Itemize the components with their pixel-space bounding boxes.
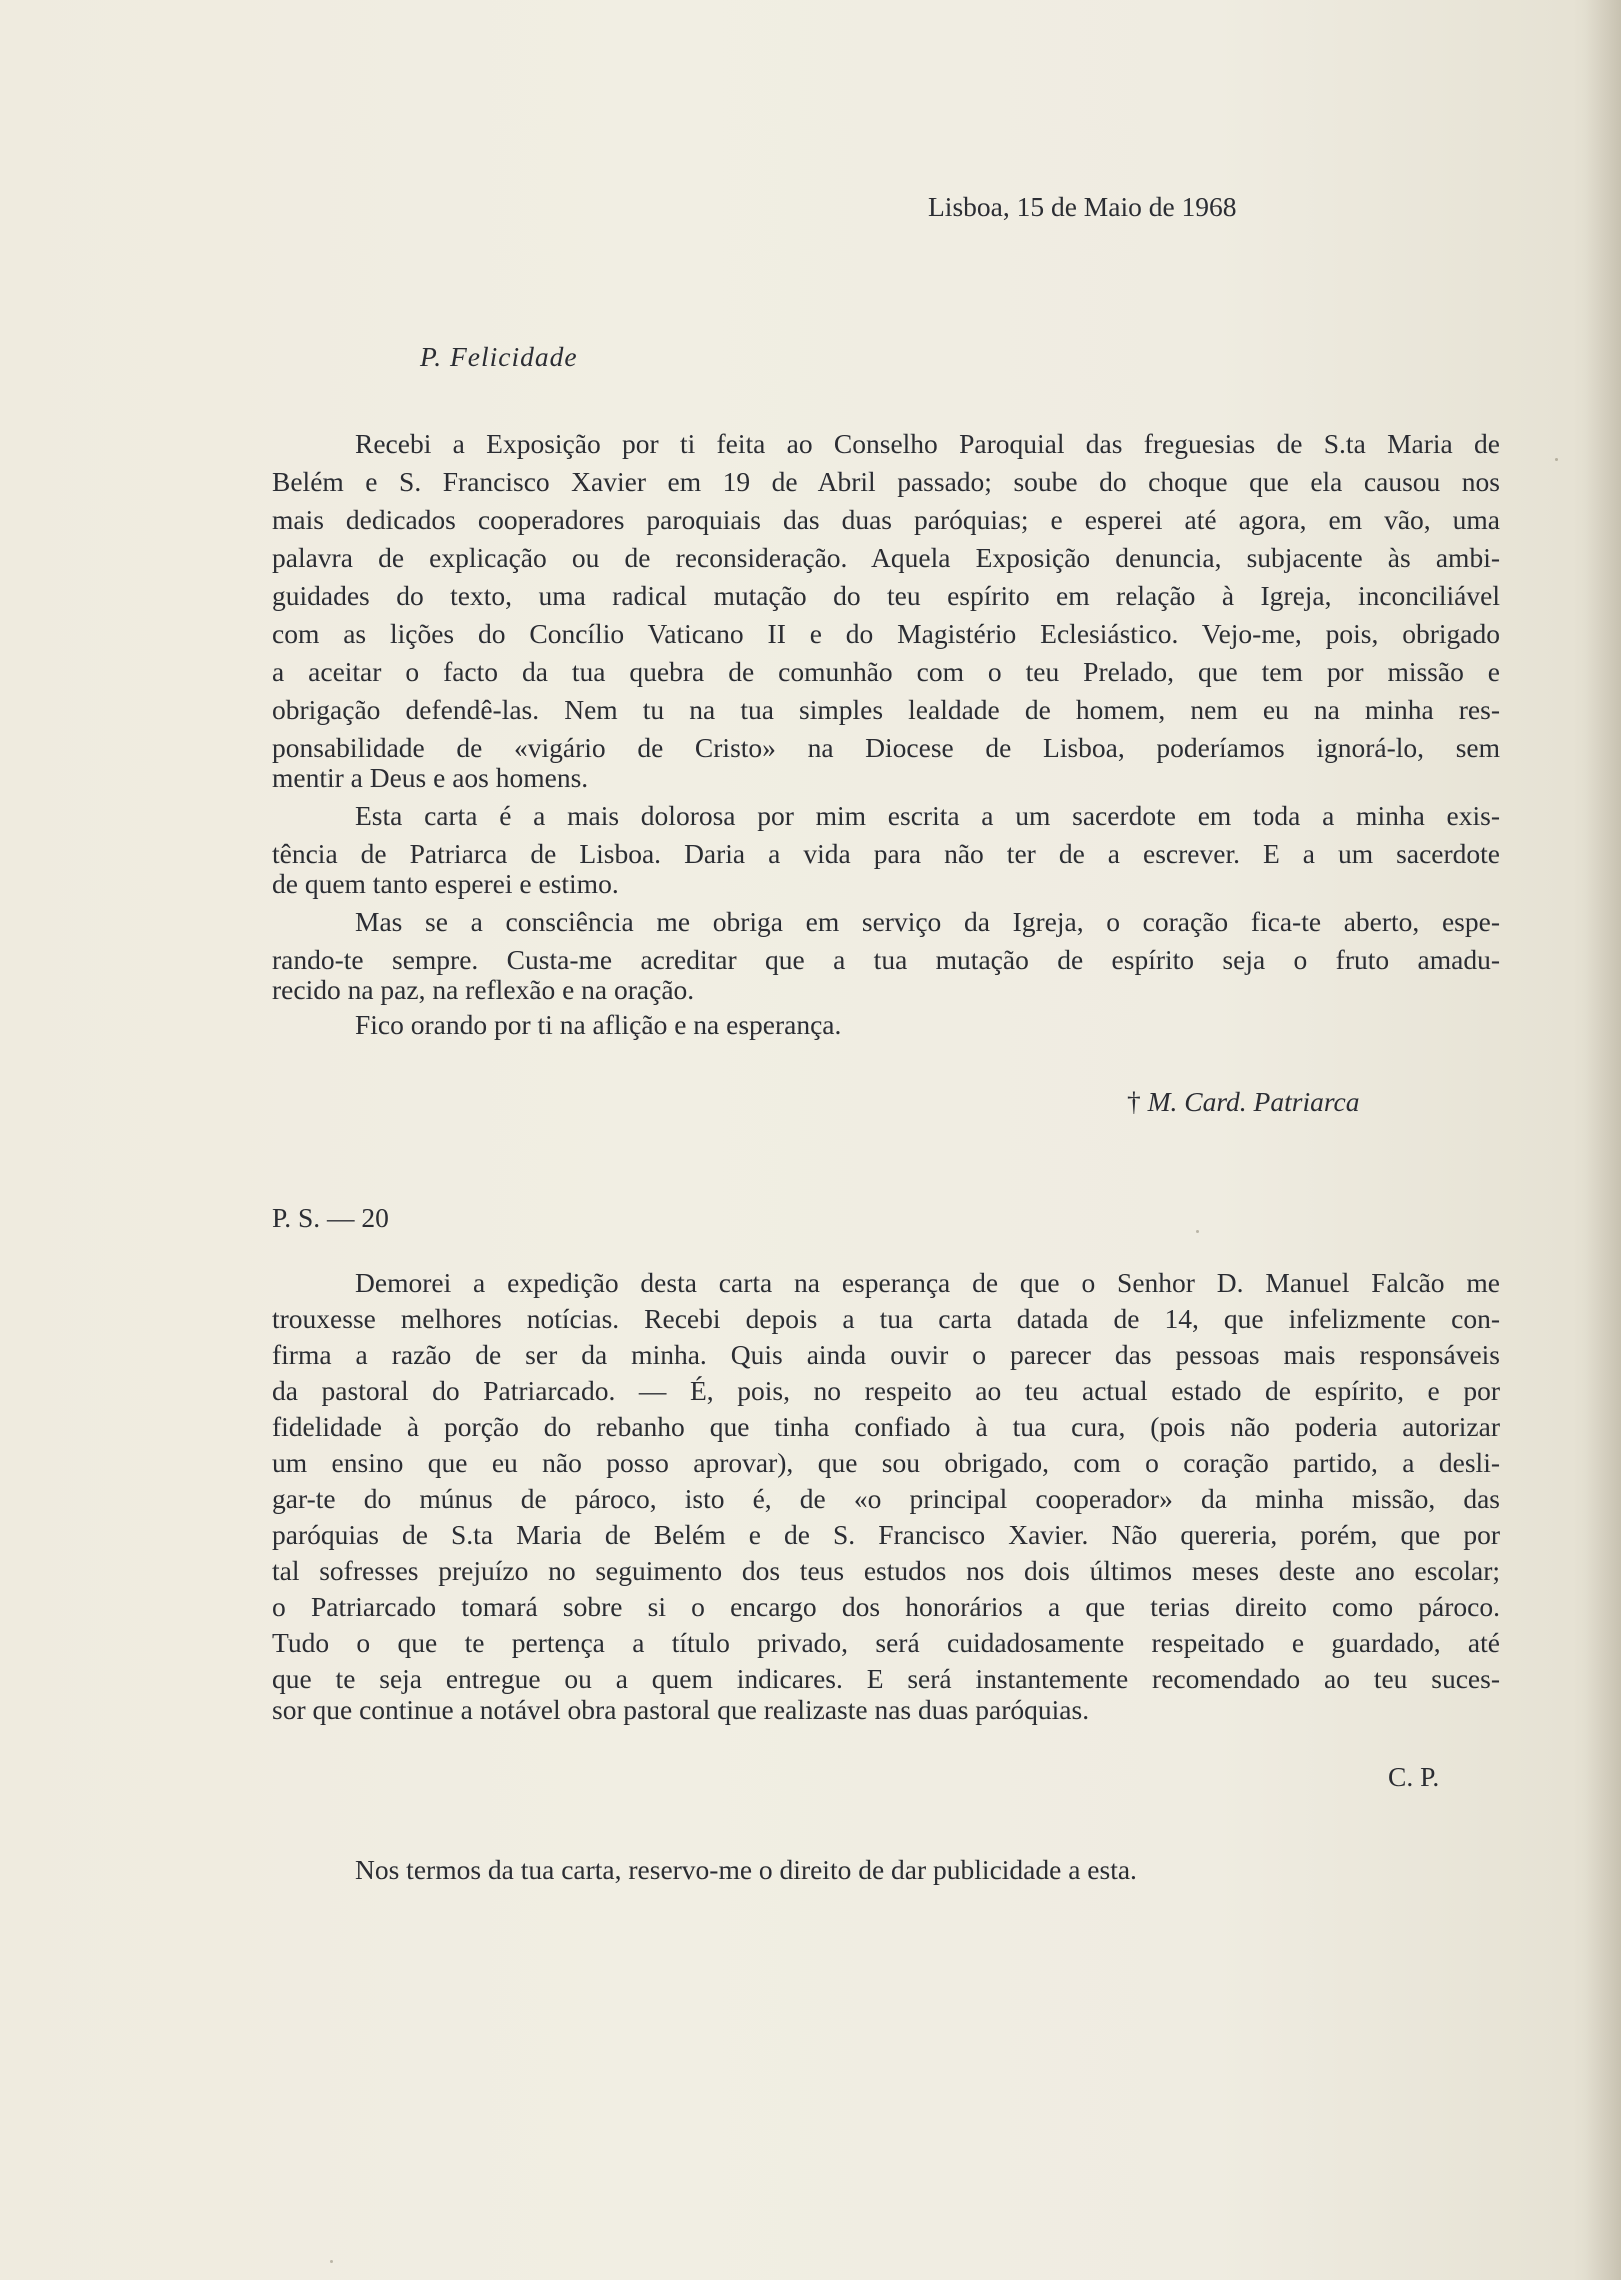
body-line: a aceitar o facto da tua quebra de comunhão com o teu Prelado, que tem por missão e [272, 656, 1500, 687]
paper-edge-shadow [1585, 0, 1621, 2280]
ps-initials: C. P. [1388, 1761, 1440, 1792]
body-line: ponsabilidade de «vigário de Cristo» na Diocese de Lisboa, poderíamos ignorá-lo, sem [272, 732, 1500, 763]
body-line: mais dedicados cooperadores paroquiais das duas paróquias; e esperei até agora, em vão, uma [272, 504, 1500, 535]
ps-line: trouxesse melhores notícias. Recebi depois a tua carta datada de 14, que infelizmente con- [272, 1303, 1500, 1334]
signature [1127, 1085, 1359, 1119]
ps-line: fidelidade à porção do rebanho que tinha confiado à tua cura, (pois não poderia autorizar [272, 1411, 1500, 1442]
body-line: palavra de explicação ou de reconsideração. Aquela Exposição denuncia, subjacente às ambi- [272, 542, 1500, 573]
body-line: mentir a Deus e aos homens. [272, 762, 589, 793]
body-line: Esta carta é a mais dolorosa por mim escrita a um sacerdote em toda a minha exis- [355, 800, 1500, 831]
ps-heading: P. S. — 20 [272, 1202, 389, 1233]
body-line: rando-te sempre. Custa-me acreditar que a tua mutação de espírito seja o fruto amadu- [272, 944, 1500, 975]
salutation: P. Felicidade [420, 341, 578, 372]
signature-name: M. Card. Patriarca [1147, 1086, 1360, 1117]
ps-line: da pastoral do Patriarcado. — É, pois, no respeito ao teu actual estado de espírito, e por [272, 1375, 1500, 1406]
ps-line: o Patriarcado tomará sobre si o encargo dos honorários a que terias direito como pároco. [272, 1591, 1500, 1622]
body-line: tência de Patriarca de Lisboa. Daria a vida para não ter de a escrever. E a um sacerdote [272, 838, 1500, 869]
ps-line: gar-te do múnus de pároco, isto é, de «o principal cooperador» da minha missão, das [272, 1483, 1500, 1514]
body-line: recido na paz, na reflexão e na oração. [272, 974, 695, 1005]
body-line: Recebi a Exposição por ti feita ao Conselho Paroquial das freguesias de S.ta Maria de [355, 428, 1500, 459]
footnote: Nos termos da tua carta, reservo-me o direito de dar publicidade a esta. [355, 1854, 1137, 1885]
body-line: Belém e S. Francisco Xavier em 19 de Abril passado; soube do choque que ela causou nos [272, 466, 1500, 497]
ps-line: paróquias de S.ta Maria de Belém e de S. Francisco Xavier. Não quereria, porém, que por [272, 1519, 1500, 1550]
ps-line: sor que continue a notável obra pastoral que realizaste nas duas paróquias. [272, 1694, 1090, 1725]
ps-line: Tudo o que te pertença a título privado, será cuidadosamente respeitado e guardado, até [272, 1627, 1500, 1658]
signature-cross: † [1127, 1086, 1141, 1117]
body-line: Mas se a consciência me obriga em serviço da Igreja, o coração fica-te aberto, espe- [355, 906, 1500, 937]
ps-line: Demorei a expedição desta carta na esperança de que o Senhor D. Manuel Falcão me [355, 1267, 1500, 1298]
paper-speck [330, 2260, 333, 2263]
ps-line: um ensino que eu não posso aprovar), que sou obrigado, com o coração partido, a desli- [272, 1447, 1500, 1478]
ps-line: firma a razão de ser da minha. Quis ainda ouvir o parecer das pessoas mais responsáveis [272, 1339, 1500, 1370]
paper-speck [1555, 458, 1558, 461]
body-line: de quem tanto esperei e estimo. [272, 868, 619, 899]
body-line: Fico orando por ti na aflição e na esperança. [355, 1009, 842, 1040]
ps-line: que te seja entregue ou a quem indicares. E será instantemente recomendado ao teu suces- [272, 1663, 1500, 1694]
body-line: com as lições do Concílio Vaticano II e do Magistério Eclesiástico. Vejo-me, pois, obrigado [272, 618, 1500, 649]
letter-date: Lisboa, 15 de Maio de 1968 [928, 191, 1237, 222]
body-line: obrigação defendê-las. Nem tu na tua simples lealdade de homem, nem eu na minha res- [272, 694, 1500, 725]
body-line: guidades do texto, uma radical mutação do teu espírito em relação à Igreja, inconciliável [272, 580, 1500, 611]
ps-line: tal sofresses prejuízo no seguimento dos teus estudos nos dois últimos meses deste ano escolar; [272, 1555, 1500, 1586]
paper-speck [1196, 1230, 1199, 1233]
